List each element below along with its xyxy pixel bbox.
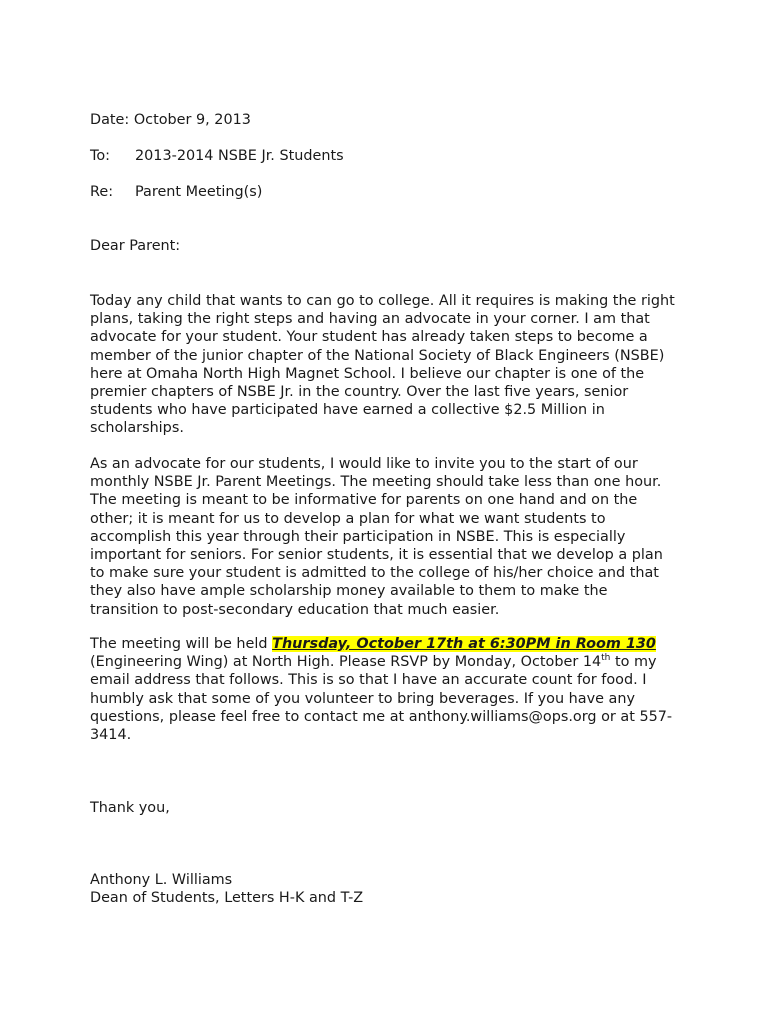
meeting-intro: The meeting will be held — [90, 636, 273, 652]
salutation: Dear Parent: — [90, 238, 181, 254]
to-line — [90, 147, 344, 165]
paragraph-1: Today any child that wants to can go to college. All it requires is making the right plans, taking the right steps and having an advocate in your corner. I am that advocate for your student. Your student has already taken steps to become a member of the junior chapter of the National Society of Black Engineers (NSBE) here at Omaha North High Magnet School. I believe our chapter is one of the premier chapters of NSBE Jr. in the country. Over the last five years, senior students who have participated have earned a collective $2.5 Million in scholarships. — [90, 293, 675, 437]
paragraph-2: As an advocate for our students, I would like to invite you to the start of our monthly NSBE Jr. Parent Meetings. The meeting should take less than one hour. The meeting is meant to be informative for parents on one hand and on the other; it is meant for us to develop a plan for what we want students to accomplish this year through their participation in NSBE. This is especially important for seniors. For senior students, it is essential that we develop a plan to make sure your student is admitted to the college of his/her choice and that they also have ample scholarship money available to them to make the transition to post-secondary education that much easier. — [90, 456, 663, 618]
meeting-details: (Engineering Wing) at North High. Please RSVP by Monday, October 14 — [90, 654, 602, 671]
re-label: Re: — [90, 184, 114, 200]
meeting-rest: to my email address that follows. This is so that I have an accurate count for food. I humbly ask that some of you volunteer to bring beverages. If you have any questions, please feel free to contact me at anthony.williams@ops.org or at 557-3414. — [90, 654, 673, 744]
signature-title: Dean of Students, Letters H-K and T-Z — [90, 890, 364, 906]
paragraph-3 — [90, 635, 680, 744]
closing: Thank you, — [90, 800, 170, 816]
ordinal-superscript: th — [601, 653, 611, 664]
re-value: Parent Meeting(s) — [135, 184, 263, 200]
signature-name: Anthony L. Williams — [90, 872, 233, 888]
date-value: October 9, 2013 — [133, 112, 251, 128]
to-value: 2013-2014 NSBE Jr. Students — [135, 148, 344, 164]
date-label: Date: — [90, 112, 130, 128]
meeting-highlight: Thursday, October 17th at 6:30PM in Room 130 — [272, 636, 656, 652]
re-line — [90, 183, 262, 201]
to-label: To: — [90, 148, 110, 164]
date-line — [90, 111, 251, 129]
